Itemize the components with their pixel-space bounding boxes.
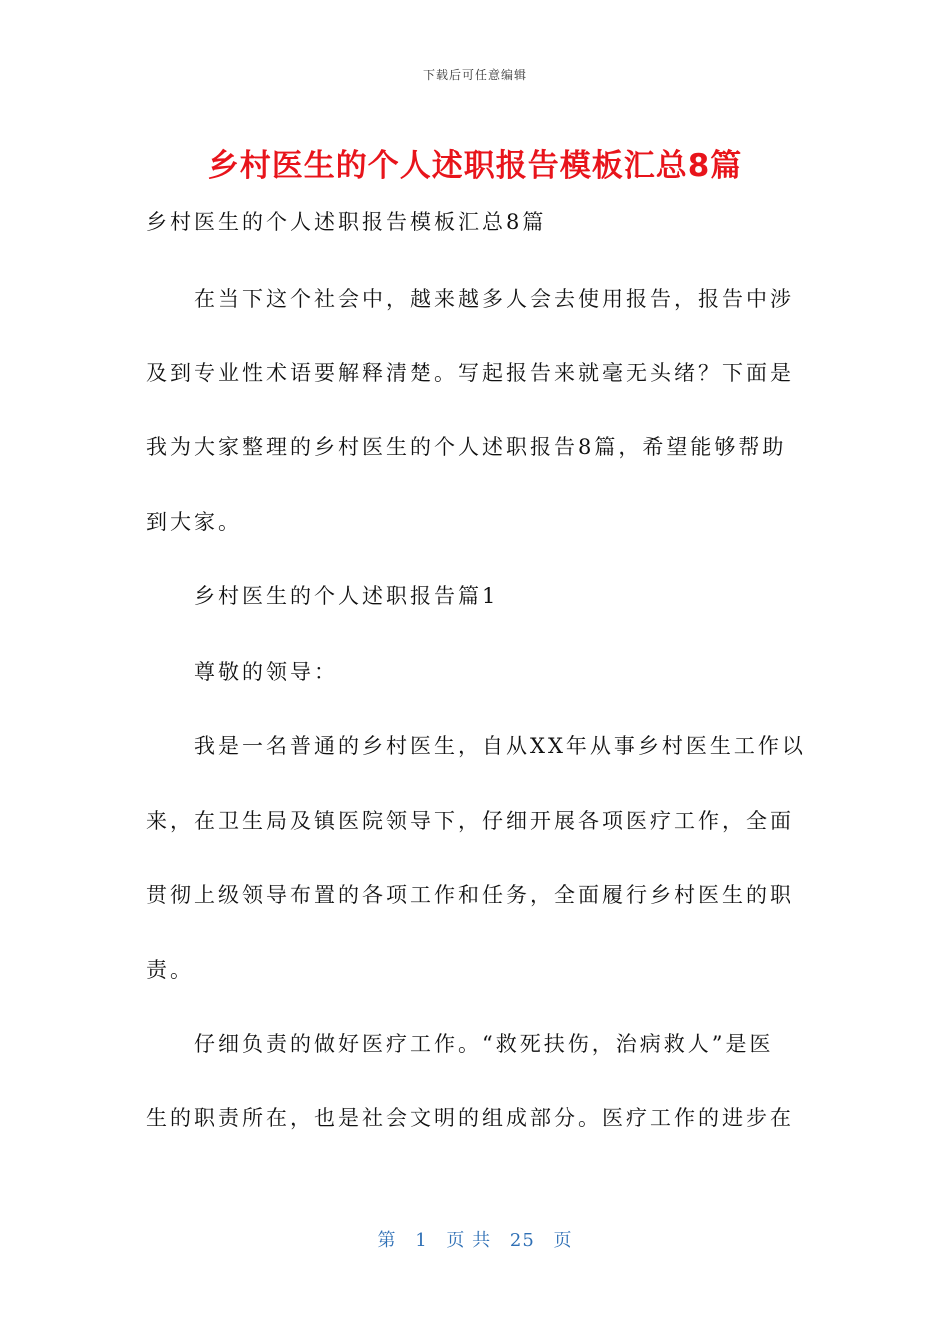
- section-heading: 乡村医生的个人述职报告篇1: [194, 584, 499, 608]
- paragraph-line: 来，在卫生局及镇医院领导下，仔细开展各项医疗工作，全面: [146, 809, 794, 833]
- paragraph-line: 仔细负责的做好医疗工作。“救死扶伤，治病救人”是医: [194, 1032, 774, 1056]
- salutation: 尊敬的领导：: [194, 660, 338, 684]
- paragraph-line: 到大家。: [146, 510, 242, 534]
- paragraph-line: 生的职责所在，也是社会文明的组成部分。医疗工作的进步在: [146, 1106, 794, 1130]
- document-subtitle: 乡村医生的个人述职报告模板汇总8篇: [146, 210, 547, 234]
- total-page-count: 25: [509, 1230, 535, 1251]
- paragraph-line: 我是一名普通的乡村医生，自从XX年从事乡村医生工作以: [194, 734, 806, 758]
- footer-middle: 页 共: [446, 1230, 492, 1251]
- paragraph-line: 在当下这个社会中，越来越多人会去使用报告，报告中涉: [194, 287, 794, 311]
- paragraph-line: 贯彻上级领导布置的各项工作和任务，全面履行乡村医生的职: [146, 883, 794, 907]
- document-title: 乡村医生的个人述职报告模板汇总8篇: [207, 148, 743, 184]
- page-footer: [0, 1226, 950, 1252]
- paragraph-line: 我为大家整理的乡村医生的个人述职报告8篇，希望能够帮助: [146, 435, 787, 459]
- paragraph-line: 及到专业性术语要解释清楚。写起报告来就毫无头绪？下面是: [146, 361, 794, 385]
- current-page-number: 1: [415, 1230, 428, 1251]
- footer-suffix: 页: [553, 1230, 573, 1251]
- footer-prefix: 第: [377, 1230, 397, 1251]
- paragraph-line: 责。: [146, 958, 194, 982]
- header-note: 下载后可任意编辑: [422, 68, 527, 82]
